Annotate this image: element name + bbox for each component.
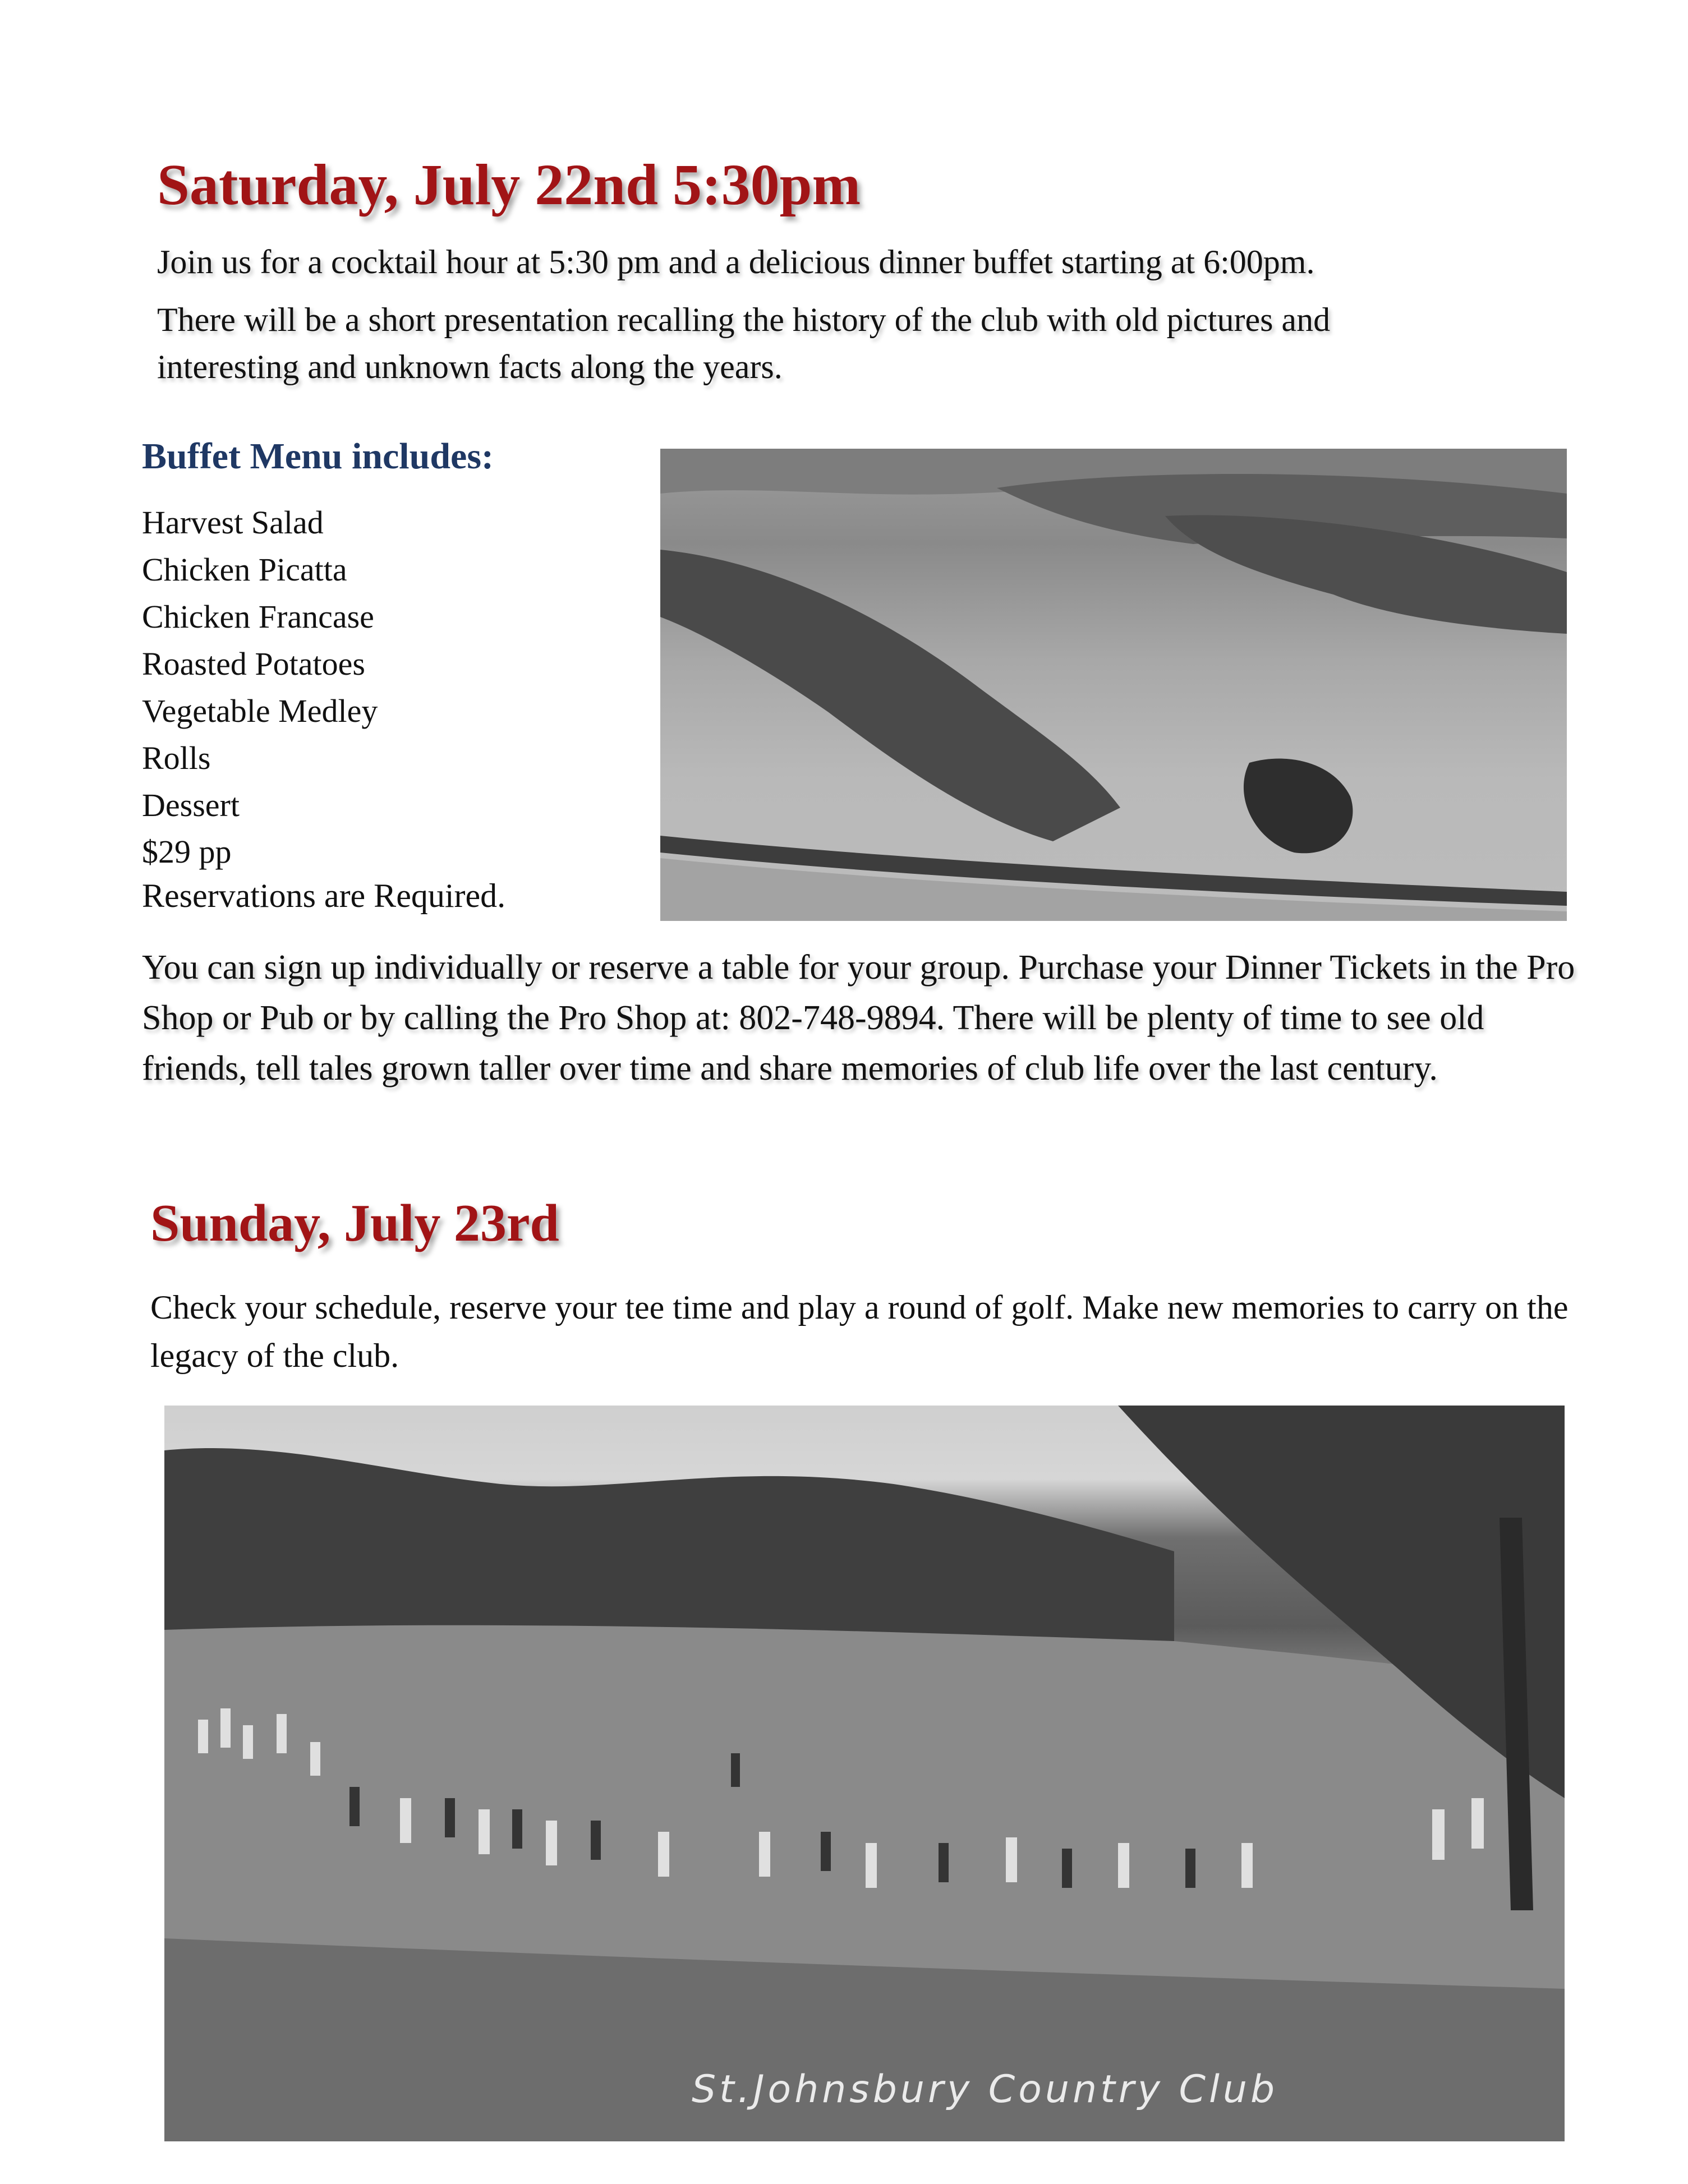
- saturday-heading: Saturday, July 22nd 5:30pm: [157, 153, 861, 217]
- buffet-menu-list: [142, 499, 378, 829]
- menu-item: Roasted Potatoes: [142, 646, 365, 682]
- menu-item: Chicken Picatta: [142, 551, 347, 588]
- saturday-intro-line-2: There will be a short presentation recalling the history of the club with old pictures and: [157, 301, 1331, 338]
- golfers-gallery-photo: [164, 1406, 1565, 2141]
- menu-item: Dessert: [142, 787, 240, 823]
- menu-item: Rolls: [142, 740, 211, 776]
- buffet-menu-title: Buffet Menu includes:: [142, 436, 494, 477]
- sunday-paragraph: Check your schedule, reserve your tee time and play a round of golf. Make new memories to carry on the legacy of the club.: [150, 1289, 1569, 1374]
- signup-paragraph: You can sign up individually or reserve a table for your group. Purchase your Dinner Tickets in the Pro Shop or Pub or by calling the Pro Shop at: 802-748-9894. There will be plenty of time to see old friends, tell tales grown taller over time and share memories of club life over the last century.: [142, 948, 1575, 1088]
- saturday-intro-line-1: Join us for a cocktail hour at 5:30 pm and a delicious dinner buffet starting at 6:00pm.: [157, 243, 1315, 280]
- reservations-note: Reservations are Required.: [142, 877, 506, 914]
- menu-price: $29 pp: [142, 833, 232, 870]
- menu-item: Vegetable Medley: [142, 693, 378, 729]
- golfers-photo-drawing: [164, 1406, 1565, 2141]
- sunday-heading: Sunday, July 23rd: [150, 1194, 559, 1252]
- menu-item: Harvest Salad: [142, 504, 324, 541]
- menu-item: Chicken Francase: [142, 598, 374, 635]
- aerial-photo-drawing: [660, 449, 1567, 921]
- aerial-golf-course-photo: [660, 449, 1567, 921]
- postcard-caption: St.Johnsbury Country Club: [692, 2067, 1278, 2112]
- saturday-intro-line-3: interesting and unknown facts along the years.: [157, 348, 783, 385]
